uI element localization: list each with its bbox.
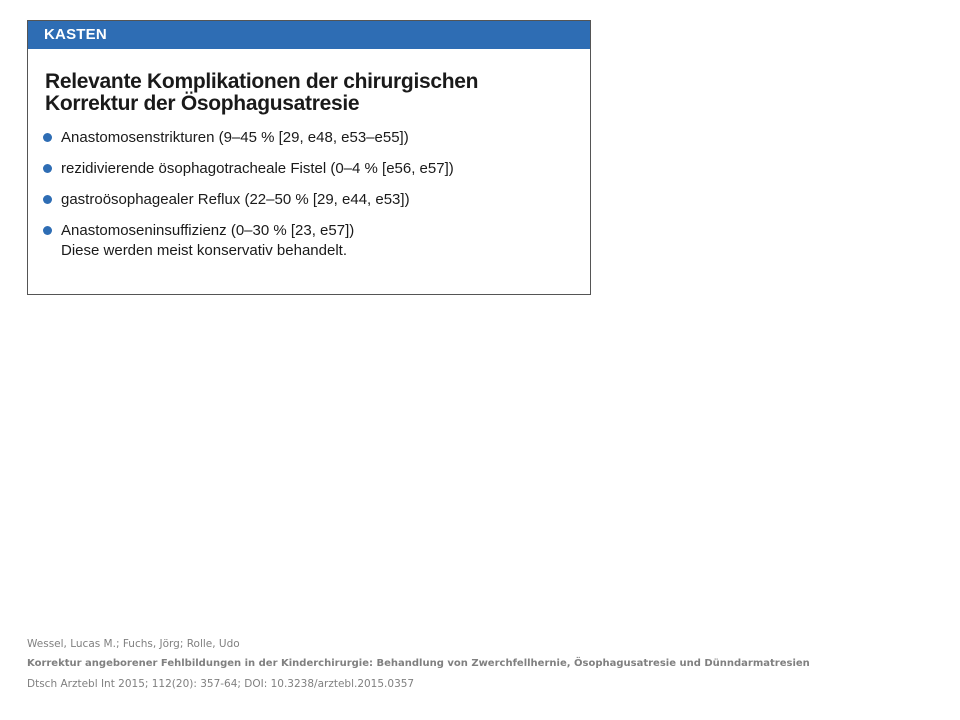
- citation-footer: [27, 634, 810, 694]
- box-title-line-2: Korrektur der Ösophagusatresie: [45, 92, 360, 115]
- list-item: [43, 128, 454, 148]
- list-item: [43, 221, 454, 261]
- bullet-dot-icon: [43, 226, 52, 235]
- list-item-text: rezidivierende ösophagotracheale Fistel (0–4 % [e56, e57]): [61, 160, 454, 177]
- complication-list: [43, 128, 454, 272]
- box-title-line-1: Relevante Komplikationen der chirurgischen: [45, 70, 479, 93]
- footer-citation: Dtsch Arztebl Int 2015; 112(20): 357-64; DOI: 10.3238/arztebl.2015.0357: [27, 678, 415, 690]
- list-item: [43, 159, 454, 179]
- list-item-text: Anastomosenstrikturen (9–45 % [29, e48, e53–e55]): [61, 129, 409, 146]
- bullet-dot-icon: [43, 164, 52, 173]
- box-title: [45, 71, 565, 115]
- bullet-dot-icon: [43, 195, 52, 204]
- bullet-dot-icon: [43, 133, 52, 142]
- info-box: [27, 20, 591, 295]
- box-header: KASTEN: [28, 21, 590, 49]
- list-item-text: Anastomoseninsuffizienz (0–30 % [23, e57]): [61, 222, 355, 239]
- list-item-text: gastroösophagealer Reflux (22–50 % [29, e44, e53]): [61, 191, 410, 208]
- list-item: [43, 190, 454, 210]
- footer-authors: Wessel, Lucas M.; Fuchs, Jörg; Rolle, Udo: [27, 638, 240, 650]
- footer-article-title: Korrektur angeborener Fehlbildungen in der Kinderchirurgie: Behandlung von Zwerchfellhernie, Ösophagusatresie und Dünndarmatresien: [27, 658, 810, 669]
- list-item-note: Diese werden meist konservativ behandelt.: [61, 242, 347, 259]
